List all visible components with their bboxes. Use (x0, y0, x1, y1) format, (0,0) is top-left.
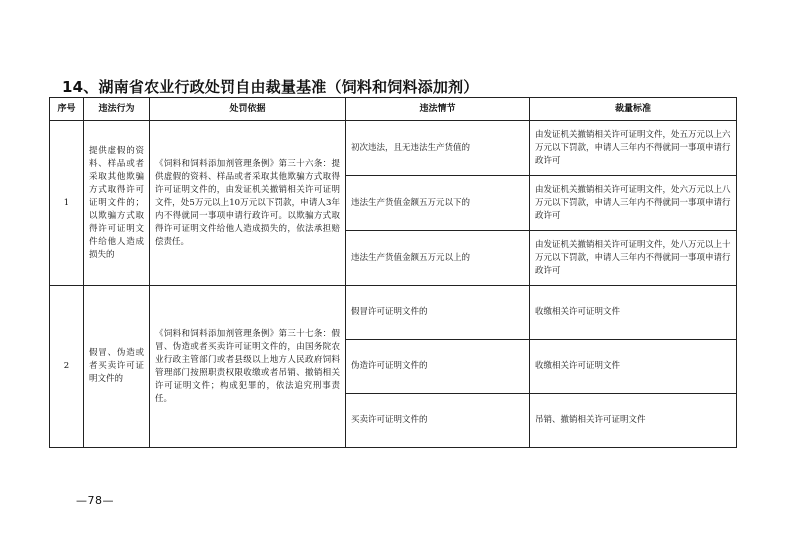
header-basis: 处罚依据 (150, 98, 346, 121)
violation-cell: 提供虚假的资料、样品或者采取其他欺骗方式取得许可证明文件的；以欺骗方式取得许可证明文件给他人造成损失的 (84, 121, 150, 286)
page-number: —78— (76, 494, 114, 507)
table-header-row (50, 98, 737, 121)
circumstance-cell: 违法生产货值金额五万元以上的 (346, 231, 530, 286)
basis-cell: 《饲料和饲料添加剂管理条例》第三十六条：提供虚假的资料、样品或者采取其他欺骗方式取得许可证明文件的，由发证机关撤销相关许可证明文件，处5万元以上10万元以下罚款，申请人3年内不得就同一事项申请行政许可。以欺骗方式取得许可证明文件给他人造成损失的，依法承担赔偿责任。 (150, 121, 346, 286)
standard-cell: 收缴相关许可证明文件 (530, 340, 737, 394)
circumstance-cell: 买卖许可证明文件的 (346, 394, 530, 448)
standard-cell: 由发证机关撤销相关许可证明文件，处六万元以上八万元以下罚款，申请人三年内不得就同一事项申请行政许可 (530, 176, 737, 231)
page-title: 14、湖南省农业行政处罚自由裁量基准（饲料和饲料添加剂） (62, 78, 479, 96)
circumstance-cell: 假冒许可证明文件的 (346, 286, 530, 340)
circumstance-cell: 初次违法，且无违法生产货值的 (346, 121, 530, 176)
standard-cell: 收缴相关许可证明文件 (530, 286, 737, 340)
circumstance-cell: 伪造许可证明文件的 (346, 340, 530, 394)
standard-cell: 吊销、撤销相关许可证明文件 (530, 394, 737, 448)
penalty-standards-table (49, 97, 737, 448)
row-number: 1 (50, 121, 84, 286)
circumstance-cell: 违法生产货值金额五万元以下的 (346, 176, 530, 231)
basis-cell: 《饲料和饲料添加剂管理条例》第三十七条：假冒、伪造或者买卖许可证明文件的，由国务院农业行政主管部门或者县级以上地方人民政府饲料管理部门按照职责权限收缴或者吊销、撤销相关许可证明文件；构成犯罪的，依法追究刑事责任。 (150, 286, 346, 448)
table-row (50, 121, 737, 176)
standard-cell: 由发证机关撤销相关许可证明文件，处五万元以上六万元以下罚款，申请人三年内不得就同一事项申请行政许可 (530, 121, 737, 176)
header-standard: 裁量标准 (530, 98, 737, 121)
table-row (50, 286, 737, 340)
violation-cell: 假冒、伪造或者买卖许可证明文件的 (84, 286, 150, 448)
header-circumstance: 违法情节 (346, 98, 530, 121)
row-number: 2 (50, 286, 84, 448)
standard-cell: 由发证机关撤销相关许可证明文件，处八万元以上十万元以下罚款，申请人三年内不得就同一事项申请行政许可 (530, 231, 737, 286)
header-violation: 违法行为 (84, 98, 150, 121)
header-no: 序号 (50, 98, 84, 121)
